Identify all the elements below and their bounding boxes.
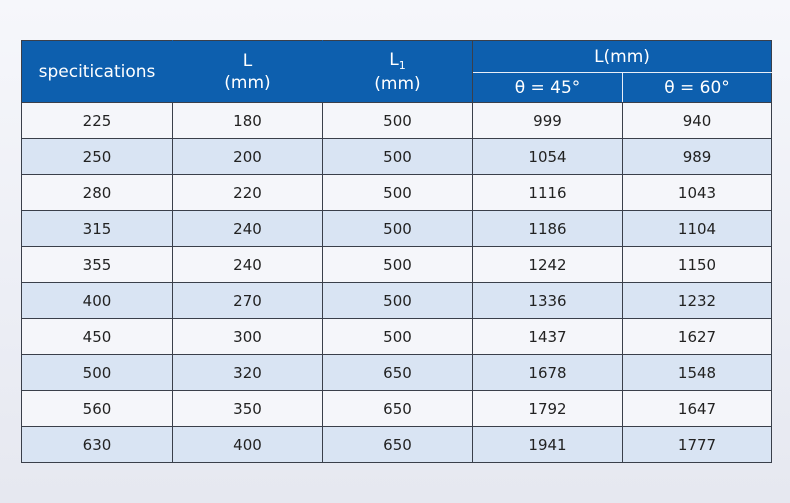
cell-l: 320 [173,355,323,391]
header-l1-label: L [389,49,399,70]
cell-l: 300 [173,319,323,355]
table-row [22,139,772,175]
cell-theta-45: 1116 [473,175,623,211]
table-row [22,247,772,283]
table-row [22,355,772,391]
table-row [22,319,772,355]
cell-theta-45: 1792 [473,391,623,427]
cell-l1: 500 [323,103,473,139]
header-l-label: L [242,50,253,71]
cell-l1: 650 [323,391,473,427]
cell-spec: 450 [22,319,173,355]
table-row [22,211,772,247]
cell-spec: 500 [22,355,173,391]
cell-spec: 560 [22,391,173,427]
cell-theta-60: 1548 [623,355,772,391]
cell-theta-60: 1043 [623,175,772,211]
table-row [22,427,772,463]
cell-l1: 500 [323,175,473,211]
cell-l1: 500 [323,139,473,175]
header-l1-subscript: 1 [398,58,406,72]
cell-theta-45: 999 [473,103,623,139]
cell-l: 220 [173,175,323,211]
cell-l1: 500 [323,247,473,283]
cell-l1: 500 [323,319,473,355]
table-body [22,103,772,463]
cell-l1: 500 [323,211,473,247]
cell-theta-45: 1242 [473,247,623,283]
header-l-unit: (mm) [224,72,271,93]
cell-theta-60: 1627 [623,319,772,355]
cell-spec: 630 [22,427,173,463]
cell-spec: 250 [22,139,173,175]
cell-l: 240 [173,211,323,247]
cell-theta-45: 1941 [473,427,623,463]
cell-l1: 650 [323,427,473,463]
cell-l: 180 [173,103,323,139]
header-theta-60-label: θ = 60° [664,77,730,98]
cell-theta-60: 940 [623,103,772,139]
cell-spec: 280 [22,175,173,211]
cell-spec: 355 [22,247,173,283]
cell-theta-45: 1678 [473,355,623,391]
cell-l: 350 [173,391,323,427]
header-lmm-label: L(mm) [594,46,650,67]
header-specifications-label: specitications [38,61,156,82]
cell-l: 270 [173,283,323,319]
header-l1-unit: (mm) [374,73,421,94]
table-row [22,283,772,319]
cell-theta-45: 1186 [473,211,623,247]
table-row [22,175,772,211]
header-theta-45 [473,73,623,103]
cell-spec: 315 [22,211,173,247]
cell-l: 200 [173,139,323,175]
cell-theta-60: 1777 [623,427,772,463]
cell-l1: 500 [323,283,473,319]
cell-l: 400 [173,427,323,463]
specifications-table [21,40,772,463]
cell-l: 240 [173,247,323,283]
cell-spec: 225 [22,103,173,139]
cell-theta-45: 1336 [473,283,623,319]
cell-theta-60: 1647 [623,391,772,427]
cell-spec: 400 [22,283,173,319]
header-l [173,41,323,103]
cell-theta-60: 989 [623,139,772,175]
cell-theta-60: 1232 [623,283,772,319]
table-row [22,391,772,427]
header-lmm-group [473,41,772,73]
header-theta-45-label: θ = 45° [514,77,581,98]
cell-l1: 650 [323,355,473,391]
cell-theta-60: 1104 [623,211,772,247]
header-l1 [323,41,473,103]
cell-theta-60: 1150 [623,247,772,283]
cell-theta-45: 1054 [473,139,623,175]
header-specifications [22,41,173,103]
cell-theta-45: 1437 [473,319,623,355]
header-theta-60 [623,73,772,103]
table-row [22,103,772,139]
